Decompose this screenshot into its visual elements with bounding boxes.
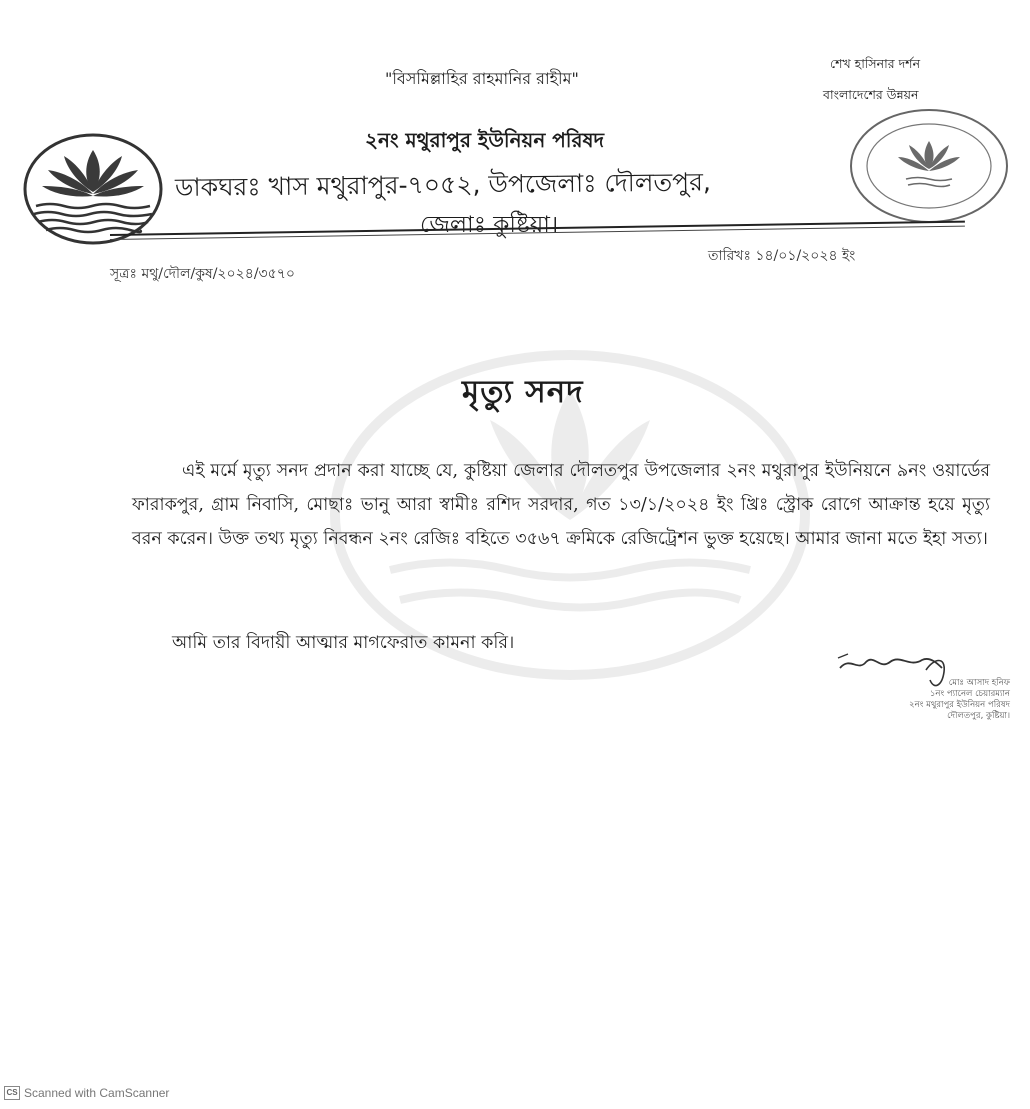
slogan-line-1: শেখ হাসিনার দর্শন bbox=[830, 56, 921, 71]
issue-date: তারিখঃ ১৪/০১/২০২৪ ইং bbox=[708, 248, 856, 264]
scanner-watermark-text: Scanned with CamScanner bbox=[24, 1086, 170, 1100]
signature-office: ২নং মথুরাপুর ইউনিয়ন পরিষদ bbox=[909, 700, 1010, 710]
bismillah-heading: "বিসমিল্লাহির রাহমানির রাহীম" bbox=[385, 69, 579, 88]
scanner-footer bbox=[4, 1086, 169, 1100]
certificate-body bbox=[132, 454, 990, 556]
union-name: ২নং মথুরাপুর ইউনিয়ন পরিষদ bbox=[365, 128, 605, 152]
camscanner-logo-icon: CS bbox=[4, 1086, 20, 1100]
union-seal-stamp-icon bbox=[848, 107, 1010, 225]
certificate-title: মৃত্যু সনদ bbox=[462, 374, 584, 410]
slogan-line-2: বাংলাদেশের উন্নয়ন bbox=[823, 87, 919, 102]
signature-block bbox=[840, 678, 1010, 722]
signature-name: মোঃ আসাদ হনিফ bbox=[948, 678, 1010, 688]
signature-location: দৌলতপুর, কুষ্টিয়া। bbox=[947, 711, 1010, 721]
closing-prayer: আমি তার বিদায়ী আত্মার মাগফেরাত কামনা করি। bbox=[172, 633, 515, 653]
address-line-2: জেলাঃ কুষ্টিয়া। bbox=[420, 212, 559, 238]
reference-number: সূত্রঃ মথু/দৌল/কুষ/২০২৪/৩৫৭০ bbox=[110, 266, 295, 282]
signature-designation: ১নং প্যানেল চেয়ারম্যান bbox=[929, 689, 1010, 699]
certificate-body-text: এই মর্মে মৃত্যু সনদ প্রদান করা যাচ্ছে যে, কুষ্টিয়া জেলার দৌলতপুর উপজেলার ২নং মথুরাপুর ইউনিয়নে ৯নং ওয়ার্ডের ফারাকপুর, গ্রাম নিবাসি, মোছাঃ ভানু আরা স্বামীঃ রশিদ সরদার, গত ১৩/১/২০২৪ ইং খ্রিঃ স্ট্রোক রোগে আক্রান্ত হয়ে মৃত্যু বরন করেন। উক্ত তথ্য মৃত্যু নিবন্ধন ২নং রেজিঃ বহিতে ৩৫৬৭ ক্রমিকে রেজিট্রেশন ভুক্ত হয়েছে। আমার জানা মতে ইহা সত্য। bbox=[132, 461, 990, 549]
address-line-1: ডাকঘরঃ খাস মথুরাপুর-৭০৫২, উপজেলাঃ দৌলতপুর, bbox=[174, 167, 712, 202]
government-emblem-icon bbox=[22, 132, 164, 247]
